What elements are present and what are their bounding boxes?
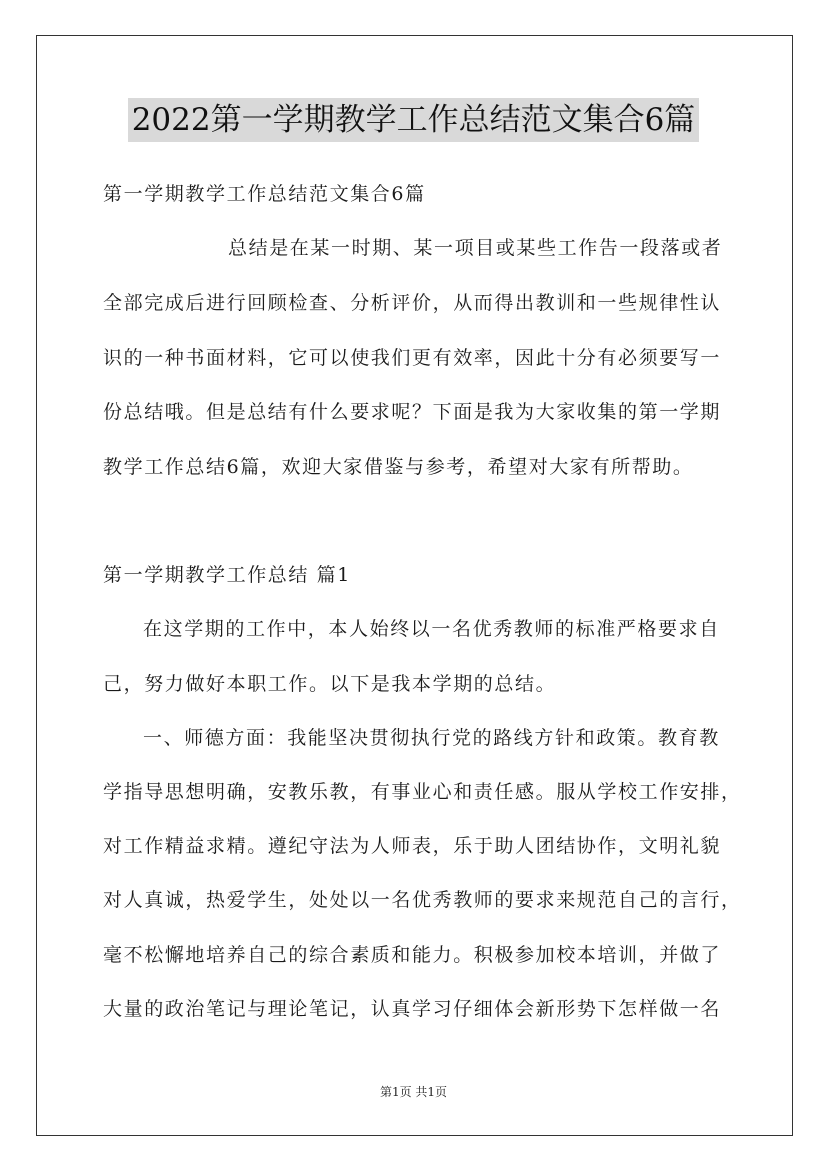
intro-line: 份总结哦。但是总结有什么要求呢？下面是我为大家收集的第一学期 xyxy=(103,401,722,423)
body-line: 大量的政治笔记与理论笔记，认真学习仔细体会新形势下怎样做一名 xyxy=(103,998,722,1020)
intro-line: 教学工作总结6篇，欢迎大家借鉴与参考，希望对大家有所帮助。 xyxy=(103,456,694,478)
document-title: 2022第一学期教学工作总结范文集合6篇 xyxy=(128,98,700,142)
body-line: 一、师德方面：我能坚决贯彻执行党的路线方针和政策。教育教 xyxy=(143,727,720,749)
body-line: 对工作精益求精。遵纪守法为人师表，乐于助人团结协作，文明礼貌 xyxy=(103,835,722,857)
intro-line: 识的一种书面材料，它可以使我们更有效率，因此十分有必须要写一 xyxy=(103,347,722,369)
intro-line: 全部完成后进行回顾检查、分析评价，从而得出教训和一些规律性认 xyxy=(103,292,722,314)
body-line: 对人真诚，热爱学生，处处以一名优秀教师的要求来规范自己的言行， xyxy=(103,889,742,911)
body-line: 学指导思想明确，安教乐教，有事业心和责任感。服从学校工作安排， xyxy=(103,781,742,803)
page-footer: 第1页 共1页 xyxy=(379,1085,448,1099)
title-container xyxy=(0,98,827,142)
body-line: 毫不松懈地培养自己的综合素质和能力。积极参加校本培训，并做了 xyxy=(103,944,722,966)
body-line: 在这学期的工作中，本人始终以一名优秀教师的标准严格要求自 xyxy=(143,618,720,640)
intro-line: 总结是在某一时期、某一项目或某些工作告一段落或者 xyxy=(228,237,723,259)
body-line: 己，努力做好本职工作。以下是我本学期的总结。 xyxy=(103,673,557,695)
section-heading: 第一学期教学工作总结 篇1 xyxy=(103,564,351,586)
document-subtitle: 第一学期教学工作总结范文集合6篇 xyxy=(103,183,426,205)
